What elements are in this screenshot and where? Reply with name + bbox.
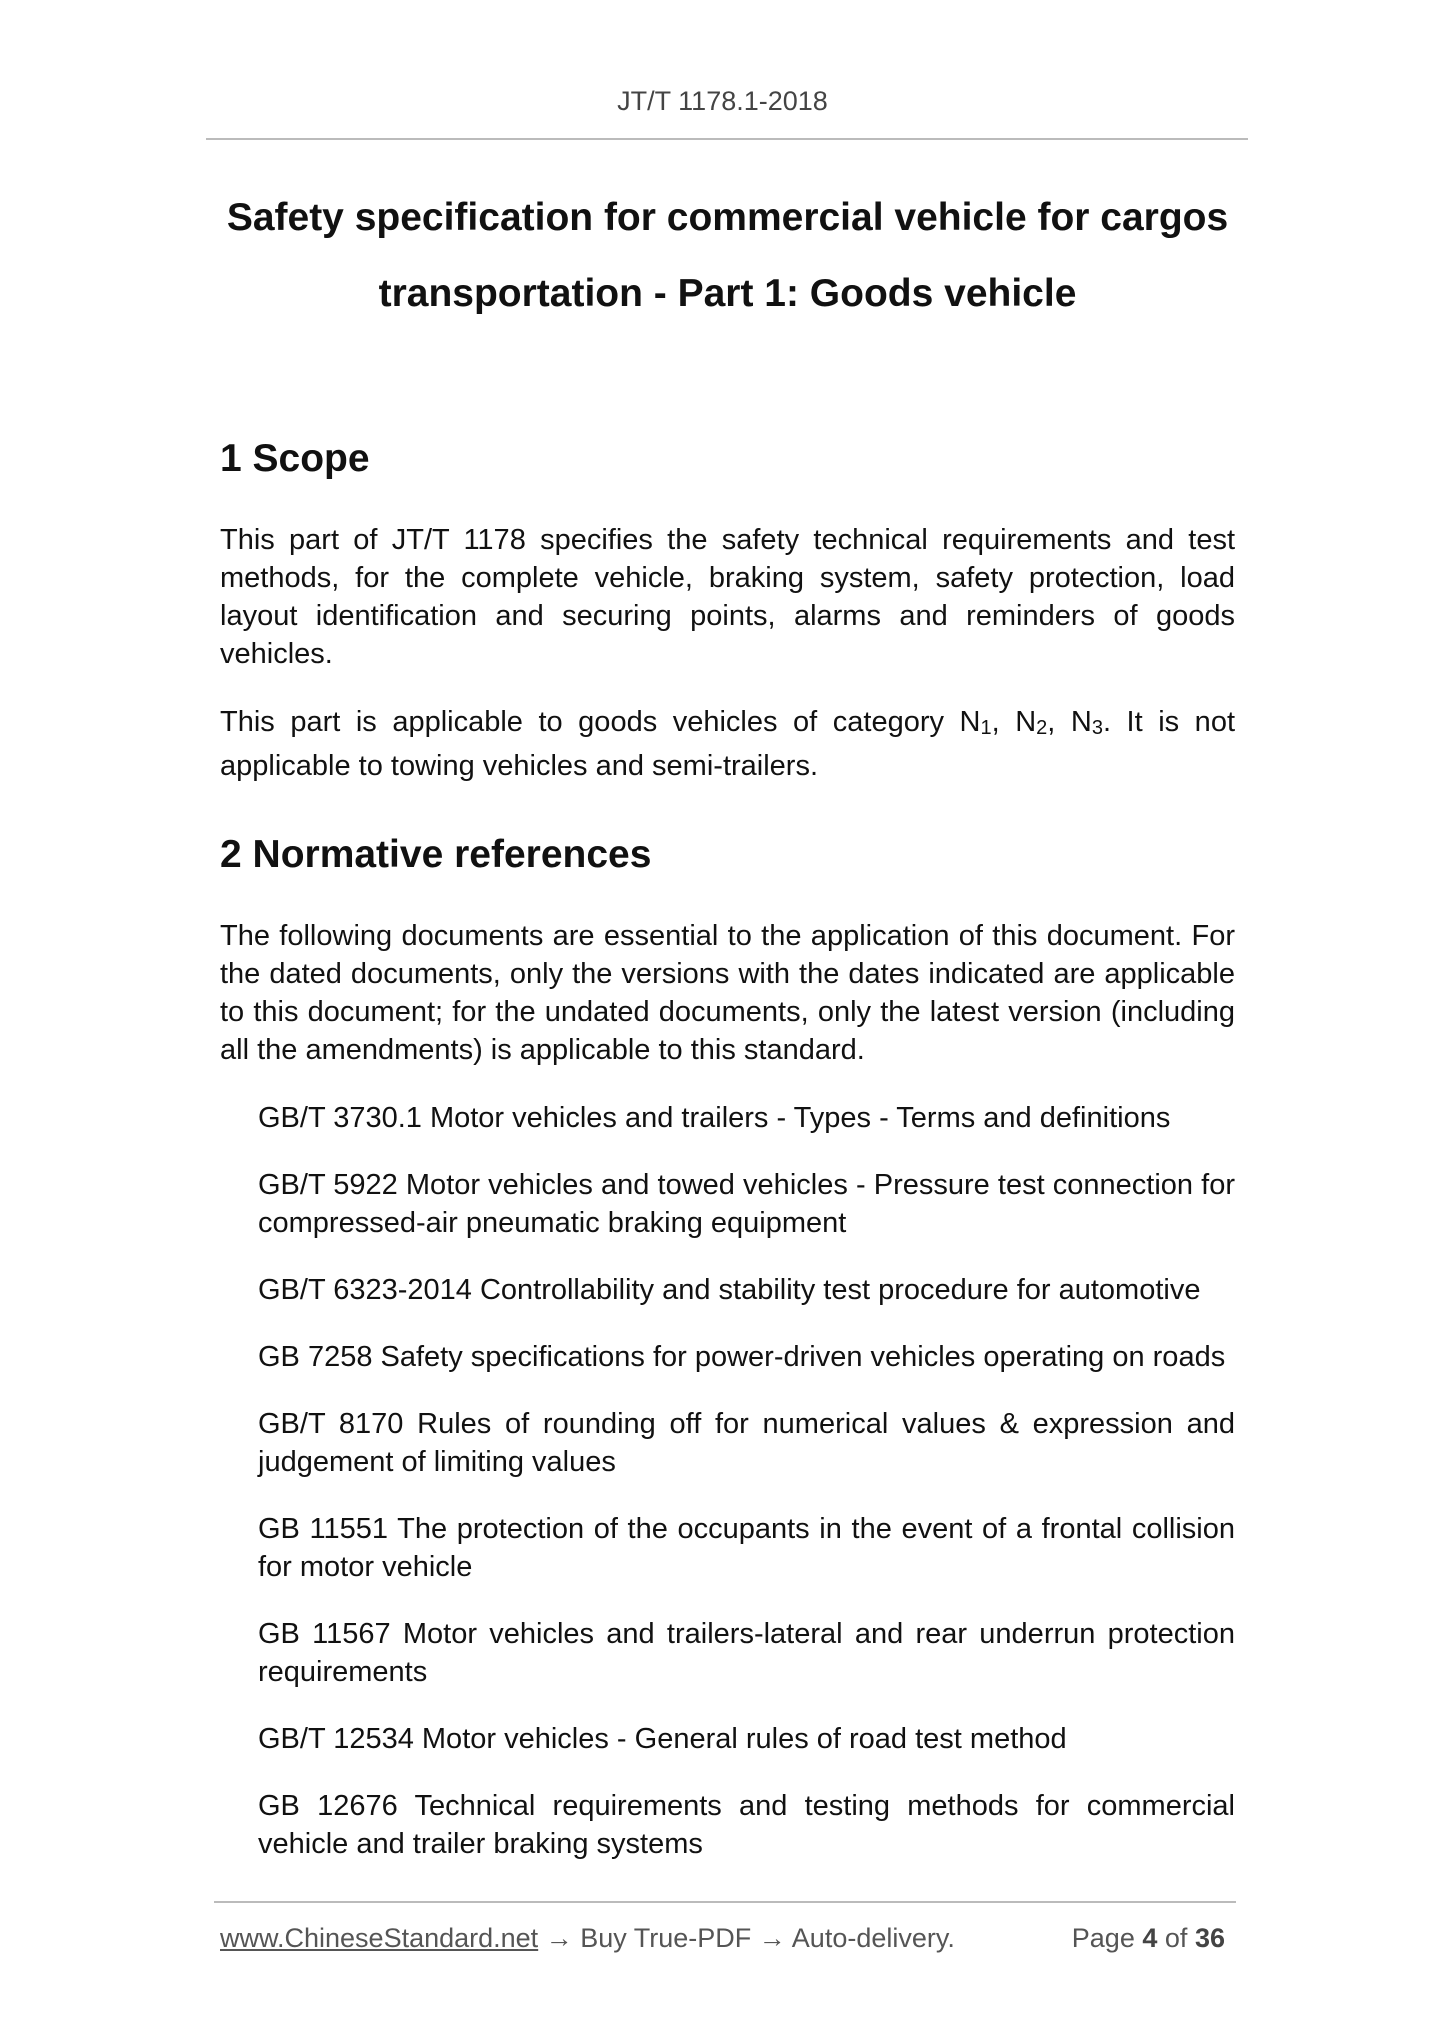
- reference-item: GB 11567 Motor vehicles and trailers-lateral and rear underrun protection requirements: [258, 1618, 1235, 1688]
- page-total: 36: [1194, 1923, 1225, 1953]
- page-indicator: [1072, 1923, 1225, 1954]
- reference-item: GB/T 6323-2014 Controllability and stability test procedure for automotive: [258, 1274, 1201, 1306]
- document-header-id: JT/T 1178.1-2018: [617, 86, 828, 116]
- reference-item: GB/T 3730.1 Motor vehicles and trailers - Types - Terms and definitions: [258, 1102, 1171, 1134]
- arrow-icon: →: [758, 1923, 786, 1953]
- title-line-2: transportation - Part 1: Goods vehicle: [378, 272, 1077, 315]
- reference-item: GB/T 8170 Rules of rounding off for numerical values & expression and judgement of limiting values: [258, 1408, 1235, 1478]
- reference-list: [220, 1099, 1235, 1863]
- document-title: [200, 180, 1255, 332]
- scope-p2-text-end: . It is not applicable to towing vehicles and semi-trailers.: [220, 706, 1235, 782]
- reference-item: GB/T 5922 Motor vehicles and towed vehicles - Pressure test connection for compressed-air pneumatic braking equipment: [258, 1169, 1235, 1239]
- auto-delivery-text: Auto-delivery.: [791, 1923, 955, 1953]
- page-of-label: of: [1164, 1923, 1188, 1953]
- page-number: 4: [1142, 1923, 1158, 1953]
- category-separator-1: , N: [991, 706, 1037, 738]
- category-subscript-2: 2: [1036, 717, 1048, 739]
- reference-item: GB 7258 Safety specifications for power-driven vehicles operating on roads: [258, 1341, 1226, 1373]
- section-heading-normative-references: 2 Normative references: [220, 833, 652, 876]
- page-footer: [220, 1923, 1235, 1954]
- category-subscript-3: 3: [1091, 717, 1103, 739]
- reference-item: GB 12676 Technical requirements and testing methods for commercial vehicle and trailer braking systems: [258, 1790, 1235, 1860]
- page-label: Page: [1071, 1923, 1135, 1953]
- references-intro-paragraph: The following documents are essential to the application of this document. For the dated documents, only the versions with the dates indicated are applicable to this document; for the undated documents, only the latest version (including all the amendments) is applicable to this standard.: [220, 920, 1235, 1066]
- buy-true-pdf-text: Buy True-PDF: [580, 1923, 752, 1953]
- scope-paragraph-2: [220, 703, 1235, 785]
- arrow-icon: →: [545, 1923, 573, 1953]
- document-body: [220, 433, 1235, 1892]
- header-divider: [206, 138, 1248, 140]
- category-separator-2: , N: [1047, 706, 1092, 738]
- chinesestandard-link[interactable]: www.ChineseStandard.net: [220, 1923, 539, 1953]
- scope-p2-text-start: This part is applicable to goods vehicles of category N: [220, 706, 981, 738]
- title-line-1: Safety specification for commercial vehicle for cargos: [226, 196, 1229, 239]
- footer-divider: [214, 1901, 1236, 1903]
- scope-paragraph-1: This part of JT/T 1178 specifies the safety technical requirements and test methods, for the complete vehicle, braking system, safety protection, load layout identification and securing points, alarms and reminders of goods vehicles.: [220, 524, 1235, 670]
- reference-item: GB/T 12534 Motor vehicles - General rules of road test method: [258, 1723, 1067, 1755]
- section-heading-scope: 1 Scope: [220, 437, 370, 480]
- reference-item: GB 11551 The protection of the occupants in the event of a frontal collision for motor vehicle: [258, 1513, 1235, 1583]
- category-subscript-1: 1: [980, 717, 992, 739]
